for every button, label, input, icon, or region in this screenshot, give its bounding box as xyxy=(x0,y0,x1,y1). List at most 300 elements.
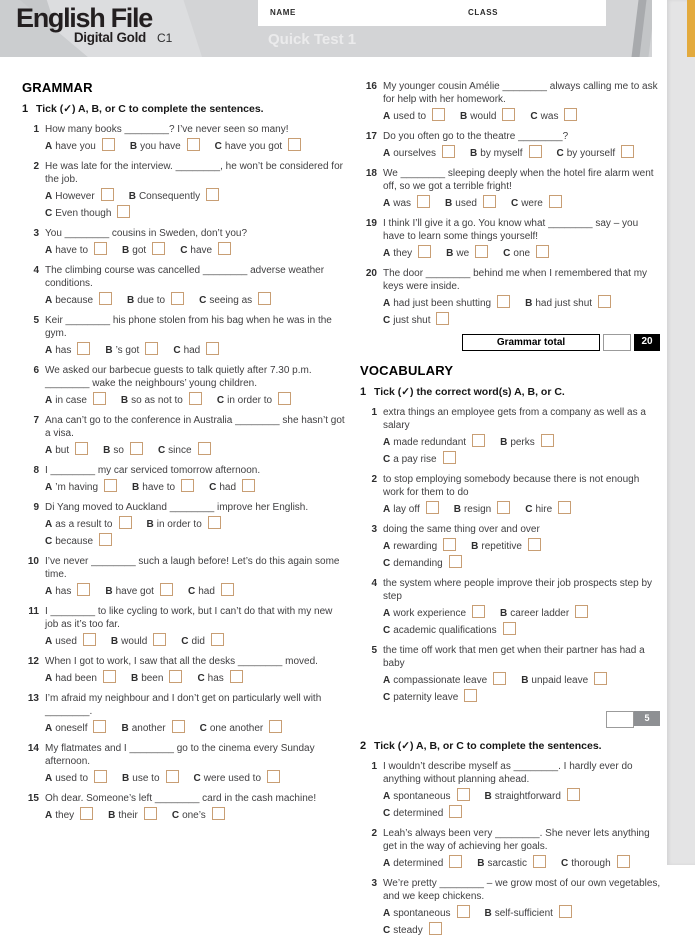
checkbox-option-a[interactable] xyxy=(103,670,116,683)
question xyxy=(22,364,348,409)
question xyxy=(22,792,348,824)
option-letter: B xyxy=(453,504,461,515)
option-a: A However xyxy=(45,191,114,202)
question-text: The climbing course was cancelled ________ adverse weather conditions. xyxy=(45,265,325,289)
option-letter: B xyxy=(128,191,136,202)
class-label: CLASS xyxy=(468,8,499,17)
checkbox-option-a[interactable] xyxy=(77,583,90,596)
question-text: I wouldn’t describe myself as ________. I hardly ever do anything without planning ahead. xyxy=(383,761,633,785)
question xyxy=(22,464,348,496)
option-letter: B xyxy=(120,395,129,406)
option-c: C determined xyxy=(383,808,462,819)
option-letter: C xyxy=(510,198,519,209)
option-a: A spontaneous xyxy=(383,791,470,802)
checkbox-option-b[interactable] xyxy=(171,292,184,305)
question xyxy=(22,605,348,650)
page-edge-strip xyxy=(667,0,695,865)
checkbox-option-b[interactable] xyxy=(567,788,580,801)
question xyxy=(22,227,348,259)
option-letter: C xyxy=(383,692,391,703)
checkbox-option-b[interactable] xyxy=(172,720,185,733)
checkbox-option-a[interactable] xyxy=(93,392,106,405)
checkbox-option-a[interactable] xyxy=(83,633,96,646)
checkbox-option-a[interactable] xyxy=(472,434,485,447)
option-c: C demanding xyxy=(383,558,462,569)
option-letter: A xyxy=(383,858,391,869)
question xyxy=(360,523,662,572)
option-c: C just shut xyxy=(383,315,449,326)
question xyxy=(360,577,662,639)
option-c: C were xyxy=(511,198,562,209)
question xyxy=(360,760,662,822)
checkbox-option-c[interactable] xyxy=(278,392,291,405)
checkbox-option-a[interactable] xyxy=(472,605,485,618)
option-a: A they xyxy=(383,248,431,259)
option-letter: B xyxy=(500,437,508,448)
option-b: B would xyxy=(460,111,515,122)
logo-subtitle: Digital Gold xyxy=(73,30,146,45)
checkbox-option-a[interactable] xyxy=(104,479,117,492)
option-letter: C xyxy=(45,536,53,547)
option-b: B so xyxy=(103,445,143,456)
grammar-score-input[interactable] xyxy=(603,334,631,351)
question-number: 3 xyxy=(371,524,377,535)
option-a: A was xyxy=(383,198,430,209)
option-b: B have to xyxy=(132,482,194,493)
option-b: B been xyxy=(131,673,182,684)
option-letter: C xyxy=(383,315,391,326)
question-text: My younger cousin Amélie ________ always calling me to ask for help with her homework. xyxy=(383,81,658,105)
option-a: A but xyxy=(45,445,88,456)
option-letter: A xyxy=(383,198,391,209)
checkbox-option-a[interactable] xyxy=(102,138,115,151)
option-a: A ourselves xyxy=(383,148,455,159)
test-title: Quick Test 1 xyxy=(268,31,357,48)
option-letter: B xyxy=(477,858,485,869)
question-number: 4 xyxy=(33,265,39,276)
option-letter: A xyxy=(45,636,53,647)
option-letter: C xyxy=(216,395,225,406)
option-letter: B xyxy=(105,586,113,597)
checkbox-option-c[interactable] xyxy=(269,720,282,733)
option-b: B straightforward xyxy=(485,791,580,802)
option-c: C had xyxy=(188,586,234,597)
grammar-questions-16-20 xyxy=(360,80,662,329)
option-c: C Even though xyxy=(45,208,130,219)
option-c: C steady xyxy=(383,925,442,936)
checkbox-option-b[interactable] xyxy=(598,295,611,308)
checkbox-option-a[interactable] xyxy=(93,720,106,733)
question-text: The door ________ behind me when I remembered that my keys were inside. xyxy=(383,268,648,292)
option-letter: C xyxy=(383,558,391,569)
checkbox-option-b[interactable] xyxy=(153,633,166,646)
option-letter: B xyxy=(130,673,139,684)
grammar-total-value: 20 xyxy=(634,334,660,351)
question-text: We’re pretty ________ – we grow most of our own vegetables, and we keep chickens. xyxy=(383,878,661,902)
option-letter: C xyxy=(383,454,391,465)
option-letter: A xyxy=(45,345,53,356)
question xyxy=(360,267,662,329)
option-a: A they xyxy=(45,810,93,821)
option-c: C in order to xyxy=(217,395,291,406)
checkbox-option-c[interactable] xyxy=(288,138,301,151)
option-a: A in case xyxy=(45,395,106,406)
vocab1-score-input[interactable] xyxy=(606,711,634,728)
question-text: You ________ cousins in Sweden, don’t you? xyxy=(45,228,248,239)
option-b: B ’s got xyxy=(105,345,158,356)
option-a: A used to xyxy=(45,773,107,784)
checkbox-option-a[interactable] xyxy=(457,905,470,918)
option-letter: A xyxy=(45,586,53,597)
question-number: 2 xyxy=(371,828,377,839)
option-letter: B xyxy=(470,148,478,159)
option-c: C since xyxy=(158,445,211,456)
checkbox-option-a[interactable] xyxy=(443,538,456,551)
option-letter: C xyxy=(157,445,166,456)
option-letter: B xyxy=(108,810,116,821)
checkbox-option-b[interactable] xyxy=(502,108,515,121)
option-a: A have to xyxy=(45,245,107,256)
option-c: C were used to xyxy=(194,773,281,784)
checkbox-option-c[interactable] xyxy=(549,195,562,208)
checkbox-option-b[interactable] xyxy=(575,605,588,618)
question-number: 15 xyxy=(27,793,39,804)
checkbox-option-c[interactable] xyxy=(621,145,634,158)
option-letter: C xyxy=(199,295,207,306)
option-letter: A xyxy=(383,504,391,515)
checkbox-option-b[interactable] xyxy=(145,342,158,355)
checkbox-option-b[interactable] xyxy=(206,188,219,201)
question xyxy=(360,644,662,706)
option-letter: B xyxy=(445,198,453,209)
option-c: C a pay rise xyxy=(383,454,456,465)
question xyxy=(22,123,348,155)
option-letter: C xyxy=(171,810,180,821)
checkbox-option-b[interactable] xyxy=(483,195,496,208)
checkbox-option-b[interactable] xyxy=(130,442,143,455)
checkbox-option-b[interactable] xyxy=(541,434,554,447)
checkbox-option-c[interactable] xyxy=(221,583,234,596)
checkbox-option-a[interactable] xyxy=(80,807,93,820)
question-number: 20 xyxy=(365,268,377,279)
option-c: C hire xyxy=(525,504,571,515)
checkbox-option-c[interactable] xyxy=(230,670,243,683)
question xyxy=(22,160,348,222)
checkbox-option-b[interactable] xyxy=(187,138,200,151)
question-number: 7 xyxy=(33,415,39,426)
checkbox-option-c[interactable] xyxy=(503,622,516,635)
option-letter: A xyxy=(383,541,391,552)
question xyxy=(22,414,348,459)
option-b: B would xyxy=(111,636,166,647)
question-number: 1 xyxy=(371,407,377,418)
vocabulary-exercise2-questions xyxy=(360,760,662,939)
question-number: 4 xyxy=(371,578,377,589)
option-a: A have you xyxy=(45,141,115,152)
checkbox-option-c[interactable] xyxy=(218,242,231,255)
option-letter: A xyxy=(383,608,391,619)
grammar-total-label: Grammar total xyxy=(462,334,600,351)
option-letter: C xyxy=(560,858,569,869)
question xyxy=(360,167,662,212)
checkbox-option-a[interactable] xyxy=(101,188,114,201)
option-letter: C xyxy=(209,482,217,493)
option-letter: A xyxy=(383,675,391,686)
question-number: 2 xyxy=(371,474,377,485)
checkbox-option-a[interactable] xyxy=(426,501,439,514)
checkbox-option-c[interactable] xyxy=(258,292,271,305)
question-text: Do you often go to the theatre ________? xyxy=(383,131,569,142)
checkbox-option-c[interactable] xyxy=(536,245,549,258)
option-b: B have got xyxy=(105,586,173,597)
checkbox-option-b[interactable] xyxy=(559,905,572,918)
checkbox-option-c[interactable] xyxy=(117,205,130,218)
checkbox-option-c[interactable] xyxy=(564,108,577,121)
question xyxy=(22,555,348,600)
checkbox-option-b[interactable] xyxy=(166,770,179,783)
option-c: C did xyxy=(181,636,224,647)
option-c: C by yourself xyxy=(557,148,635,159)
option-letter: B xyxy=(127,295,135,306)
question-text: doing the same thing over and over xyxy=(383,524,540,535)
option-letter: C xyxy=(193,773,201,784)
option-b: B self-sufficient xyxy=(485,908,572,919)
question xyxy=(360,473,662,518)
question-number: 1 xyxy=(33,124,39,135)
checkbox-option-c[interactable] xyxy=(198,442,211,455)
checkbox-option-c[interactable] xyxy=(212,807,225,820)
option-letter: C xyxy=(503,248,511,259)
question-text: the time off work that men get when their partner has had a baby xyxy=(383,645,645,669)
option-c: C one another xyxy=(200,723,283,734)
option-a: A compassionate leave xyxy=(383,675,506,686)
question-number: 9 xyxy=(33,502,39,513)
instruction-text: Tick (✓) A, B, or C to complete the sentences. xyxy=(36,103,264,115)
question-text: He was late for the interview. ________, he won’t be considered for the job. xyxy=(45,161,343,185)
option-b: B in order to xyxy=(147,519,221,530)
option-letter: A xyxy=(383,298,391,309)
option-letter: C xyxy=(530,111,538,122)
option-letter: C xyxy=(181,636,189,647)
question-text: My flatmates and I ________ go to the cinema every Sunday afternoon. xyxy=(45,743,315,767)
checkbox-option-a[interactable] xyxy=(94,770,107,783)
option-b: B we xyxy=(446,248,488,259)
question-number: 3 xyxy=(33,228,39,239)
option-letter: C xyxy=(525,504,533,515)
checkbox-option-a[interactable] xyxy=(99,292,112,305)
checkbox-option-b[interactable] xyxy=(529,145,542,158)
option-b: B had just shut xyxy=(525,298,611,309)
option-letter: A xyxy=(45,445,53,456)
question-number: 1 xyxy=(371,761,377,772)
option-letter: B xyxy=(484,908,492,919)
option-letter: B xyxy=(484,791,492,802)
option-letter: B xyxy=(471,541,479,552)
question-number: 14 xyxy=(27,743,39,754)
option-letter: C xyxy=(383,808,391,819)
checkbox-option-a[interactable] xyxy=(497,295,510,308)
level-label: C1 xyxy=(157,31,173,45)
question-number: 10 xyxy=(27,556,39,567)
checkbox-option-a[interactable] xyxy=(442,145,455,158)
option-letter: A xyxy=(45,723,53,734)
option-letter: C xyxy=(180,245,188,256)
option-a: A lay off xyxy=(383,504,439,515)
vocabulary-exercise1-questions xyxy=(360,406,662,706)
checkbox-option-a[interactable] xyxy=(457,788,470,801)
checkbox-option-b[interactable] xyxy=(160,583,173,596)
question-text: I’ve never ________ such a laugh before! Let’s do this again some time. xyxy=(45,556,340,580)
question-number: 16 xyxy=(365,81,377,92)
checkbox-option-c[interactable] xyxy=(99,533,112,546)
option-a: A oneself xyxy=(45,723,106,734)
checkbox-option-a[interactable] xyxy=(417,195,430,208)
checkbox-option-c[interactable] xyxy=(429,922,442,935)
instruction-text: Tick (✓) A, B, or C to complete the sentences. xyxy=(374,740,602,752)
option-letter: A xyxy=(383,248,391,259)
question-text: I’m afraid my neighbour and I don’t get on particularly well with ________. xyxy=(45,693,322,717)
option-letter: B xyxy=(129,141,138,152)
grammar-exercise1-instruction xyxy=(22,103,348,116)
question xyxy=(360,130,662,162)
option-c: C has xyxy=(197,673,242,684)
question-text: Oh dear. Someone’s left ________ card in the cash machine! xyxy=(45,793,317,804)
option-a: A used xyxy=(45,636,96,647)
checkbox-option-a[interactable] xyxy=(94,242,107,255)
checkbox-option-c[interactable] xyxy=(617,855,630,868)
checkbox-option-a[interactable] xyxy=(77,342,90,355)
option-letter: B xyxy=(122,773,130,784)
checkbox-option-b[interactable] xyxy=(189,392,202,405)
name-label: NAME xyxy=(270,8,296,17)
checkbox-option-a[interactable] xyxy=(75,442,88,455)
vocabulary-exercise2-instruction xyxy=(360,740,662,753)
option-letter: A xyxy=(45,482,53,493)
checkbox-option-c[interactable] xyxy=(449,555,462,568)
checkbox-option-b[interactable] xyxy=(169,670,182,683)
option-c: C had xyxy=(173,345,219,356)
option-letter: B xyxy=(500,608,508,619)
option-letter: A xyxy=(383,148,391,159)
option-letter: C xyxy=(214,141,222,152)
option-letter: A xyxy=(45,141,53,152)
option-c: C paternity leave xyxy=(383,692,477,703)
option-b: B due to xyxy=(127,295,184,306)
checkbox-option-a[interactable] xyxy=(493,672,506,685)
name-class-box[interactable] xyxy=(258,0,606,26)
checkbox-option-b[interactable] xyxy=(528,538,541,551)
checkbox-option-c[interactable] xyxy=(206,342,219,355)
question-number: 3 xyxy=(371,878,377,889)
option-b: B their xyxy=(108,810,157,821)
checkbox-option-b[interactable] xyxy=(497,501,510,514)
option-a: A spontaneous xyxy=(383,908,470,919)
question-text: Keir ________ his phone stolen from his bag when he was in the gym. xyxy=(45,315,332,339)
option-letter: C xyxy=(199,723,207,734)
checkbox-option-b[interactable] xyxy=(594,672,607,685)
checkbox-option-c[interactable] xyxy=(242,479,255,492)
option-a: A had just been shutting xyxy=(383,298,510,309)
exercise-number: 1 xyxy=(22,103,29,115)
option-c: C had xyxy=(209,482,255,493)
checkbox-option-c[interactable] xyxy=(436,312,449,325)
left-column xyxy=(22,80,348,829)
question-text: Ana can’t go to the conference in Australia ________ she hasn’t got a visa. xyxy=(45,415,345,439)
option-c: C have you got xyxy=(215,141,302,152)
checkbox-option-a[interactable] xyxy=(418,245,431,258)
checkbox-option-b[interactable] xyxy=(533,855,546,868)
checkbox-option-c[interactable] xyxy=(443,451,456,464)
checkbox-option-b[interactable] xyxy=(152,242,165,255)
question xyxy=(360,406,662,468)
option-letter: A xyxy=(45,295,53,306)
option-b: B sarcastic xyxy=(477,858,546,869)
checkbox-option-a[interactable] xyxy=(449,855,462,868)
question-number: 18 xyxy=(365,168,377,179)
checkbox-option-b[interactable] xyxy=(144,807,157,820)
grammar-questions-1-15 xyxy=(22,123,348,824)
checkbox-option-c[interactable] xyxy=(464,689,477,702)
checkbox-option-c[interactable] xyxy=(267,770,280,783)
option-letter: B xyxy=(521,675,529,686)
question xyxy=(22,742,348,787)
question-text: We asked our barbecue guests to talk quietly after 7.30 p.m. ________ wake the neighbours’ young children. xyxy=(45,365,312,389)
question-number: 6 xyxy=(33,365,39,376)
question-text: When I got to work, I saw that all the desks ________ moved. xyxy=(45,656,318,667)
question-text: Leah’s always been very ________. She never lets anything get in the way of achieving her goals. xyxy=(383,828,650,852)
checkbox-option-c[interactable] xyxy=(211,633,224,646)
option-a: A ’m having xyxy=(45,482,117,493)
question xyxy=(360,827,662,872)
right-column xyxy=(360,80,662,944)
exercise-number: 2 xyxy=(360,740,367,752)
question xyxy=(22,655,348,687)
option-letter: B xyxy=(460,111,468,122)
option-letter: C xyxy=(197,673,205,684)
checkbox-option-b[interactable] xyxy=(475,245,488,258)
question-text: extra things an employee gets from a company as well as a salary xyxy=(383,407,646,431)
question xyxy=(22,314,348,359)
checkbox-option-c[interactable] xyxy=(558,501,571,514)
checkbox-option-b[interactable] xyxy=(208,516,221,529)
option-letter: A xyxy=(45,773,53,784)
option-b: B so as not to xyxy=(121,395,202,406)
checkbox-option-a[interactable] xyxy=(119,516,132,529)
option-letter: A xyxy=(383,111,391,122)
option-a: A work experience xyxy=(383,608,485,619)
checkbox-option-b[interactable] xyxy=(181,479,194,492)
option-letter: C xyxy=(173,345,181,356)
english-file-logo xyxy=(16,4,172,45)
question-text: the system where people improve their job prospects step by step xyxy=(383,578,653,602)
option-b: B unpaid leave xyxy=(521,675,607,686)
question-number: 13 xyxy=(27,693,39,704)
checkbox-option-a[interactable] xyxy=(432,108,445,121)
question-text: I think I’ll give it a go. You know what ________ say – you have to learn some things yourself! xyxy=(383,218,639,242)
question-text: How many books ________? I’ve never seen so many! xyxy=(45,124,289,135)
option-c: C have xyxy=(180,245,231,256)
option-c: C academic qualifications xyxy=(383,625,516,636)
option-c: C seeing as xyxy=(199,295,271,306)
vocabulary-exercise1-instruction xyxy=(360,386,662,399)
question xyxy=(22,692,348,737)
checkbox-option-c[interactable] xyxy=(449,805,462,818)
option-a: A has xyxy=(45,586,90,597)
option-a: A determined xyxy=(383,858,462,869)
section-vocabulary: VOCABULARY xyxy=(360,363,454,378)
option-c: C because xyxy=(45,536,112,547)
option-letter: C xyxy=(383,625,391,636)
